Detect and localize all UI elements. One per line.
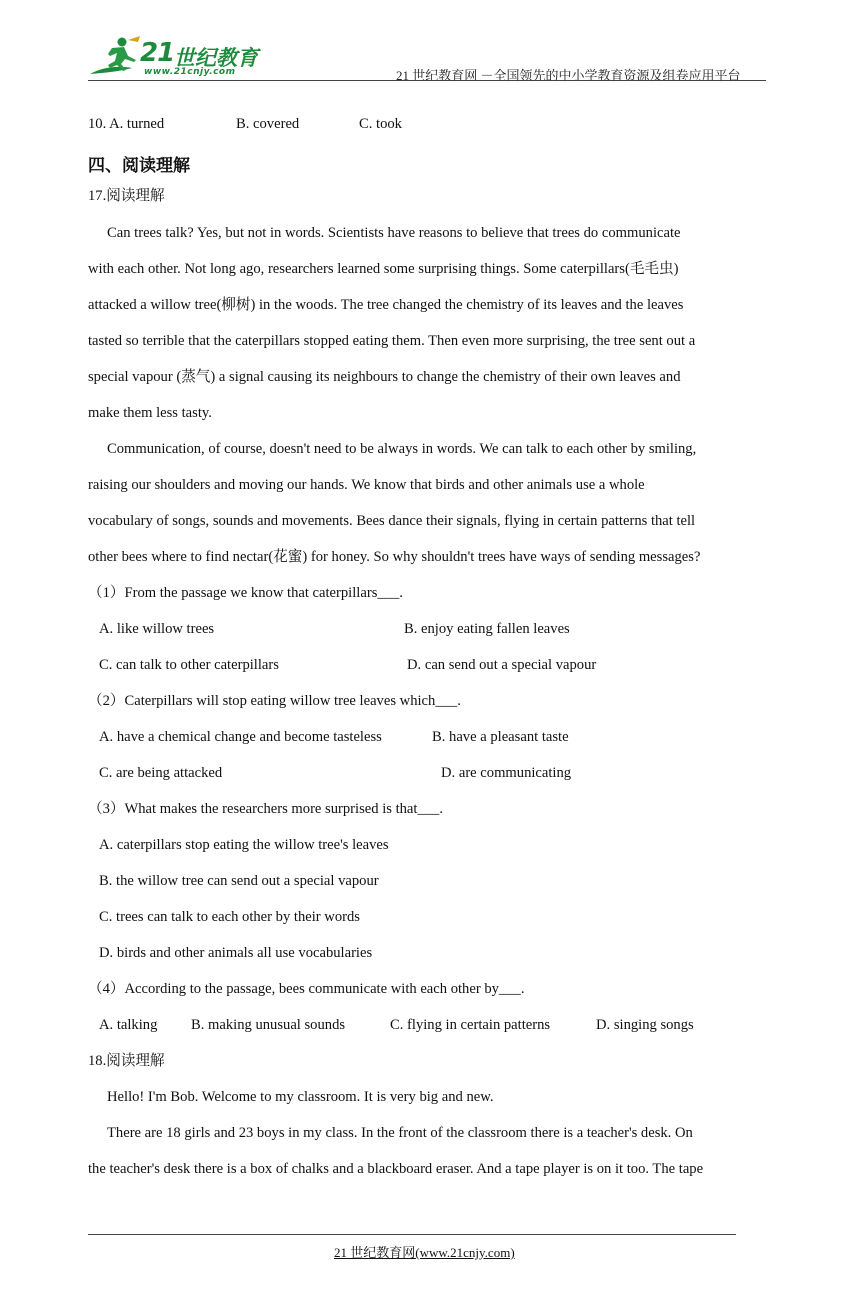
q10-option-c: C. took xyxy=(359,116,402,132)
q10-option-a: 10. A. turned xyxy=(88,116,165,132)
q17-sub2-option-c: C. are being attacked xyxy=(99,765,223,781)
q17-p1-line: make them less tasty. xyxy=(88,405,212,421)
footer-rule xyxy=(88,1234,736,1235)
site-logo xyxy=(88,34,263,78)
runner-logo-icon xyxy=(88,34,148,78)
q18-p2-line: the teacher's desk there is a box of chalks and a blackboard eraser. And a tape player is on it too. The tape xyxy=(88,1161,704,1177)
q17-sub1-question: （1）From the passage we know that caterpillars___. xyxy=(88,585,403,601)
q18-label: 18.阅读理解 xyxy=(88,1053,165,1069)
header-tagline: 21 世纪教育网 －全国领先的中小学教育资源及组卷应用平台 xyxy=(396,68,741,83)
q17-p1-line: Can trees talk? Yes, but not in words. Scientists have reasons to believe that trees do communicate xyxy=(107,225,681,241)
q17-p2-line: Communication, of course, doesn't need to be always in words. We can talk to each other by smiling, xyxy=(107,441,697,457)
q17-sub3-option-a: A. caterpillars stop eating the willow tree's leaves xyxy=(99,837,389,853)
q17-sub4-question: （4）According to the passage, bees communicate with each other by___. xyxy=(88,981,525,997)
q17-sub4-option-d: D. singing songs xyxy=(596,1017,694,1033)
q17-sub2-option-d: D. are communicating xyxy=(441,765,572,781)
q18-p2-line: There are 18 girls and 23 boys in my class. In the front of the classroom there is a teacher's desk. On xyxy=(107,1125,693,1141)
q17-sub1-option-b: B. enjoy eating fallen leaves xyxy=(404,621,570,637)
q17-p2-line: other bees where to find nectar(花蜜) for honey. So why shouldn't trees have ways of sending messages? xyxy=(88,549,701,565)
q17-sub1-option-c: C. can talk to other caterpillars xyxy=(99,657,279,673)
q17-p1-line: attacked a willow tree(柳树) in the woods. The tree changed the chemistry of its leaves and the leaves xyxy=(88,297,684,313)
logo-url: www.21cnjy.com xyxy=(144,67,236,77)
q18-p1: Hello! I'm Bob. Welcome to my classroom. It is very big and new. xyxy=(107,1089,494,1105)
q17-sub2-question: （2）Caterpillars will stop eating willow tree leaves which___. xyxy=(88,693,461,709)
q17-sub2-option-a: A. have a chemical change and become tasteless xyxy=(99,729,382,745)
footer-link[interactable]: 21 世纪教育网(www.21cnjy.com) xyxy=(334,1245,515,1260)
q17-sub4-option-b: B. making unusual sounds xyxy=(191,1017,346,1033)
q17-p1-line: special vapour (蒸气) a signal causing its neighbours to change the chemistry of their own leaves and xyxy=(88,369,681,385)
logo-text: 世纪教育 xyxy=(174,46,258,70)
logo-number: 21 xyxy=(140,38,175,68)
q17-sub2-option-b: B. have a pleasant taste xyxy=(432,729,569,745)
q17-label: 17.阅读理解 xyxy=(88,188,165,204)
q17-sub1-option-a: A. like willow trees xyxy=(99,621,215,637)
q17-p2-line: raising our shoulders and moving our hands. We know that birds and other animals use a whole xyxy=(88,477,645,493)
q17-sub3-option-c: C. trees can talk to each other by their words xyxy=(99,909,360,925)
q17-sub4-option-c: C. flying in certain patterns xyxy=(390,1017,551,1033)
section-heading: 四、阅读理解 xyxy=(88,156,190,176)
q17-sub3-question: （3）What makes the researchers more surprised is that___. xyxy=(88,801,444,817)
q17-p1-line: with each other. Not long ago, researchers learned some surprising things. Some caterpillars(毛毛虫) xyxy=(88,261,679,277)
q17-sub1-option-d: D. can send out a special vapour xyxy=(407,657,597,673)
q17-p1-line: tasted so terrible that the caterpillars stopped eating them. Then even more surprising, the tree sent out a xyxy=(88,333,696,349)
q17-sub3-option-d: D. birds and other animals all use vocabularies xyxy=(99,945,373,961)
header-rule xyxy=(88,80,766,81)
q17-p2-line: vocabulary of songs, sounds and movements. Bees dance their signals, flying in certain patterns that tell xyxy=(88,513,696,529)
q17-sub4-option-a: A. talking xyxy=(99,1017,158,1033)
q10-option-b: B. covered xyxy=(236,116,300,132)
q17-sub3-option-b: B. the willow tree can send out a special vapour xyxy=(99,873,379,889)
